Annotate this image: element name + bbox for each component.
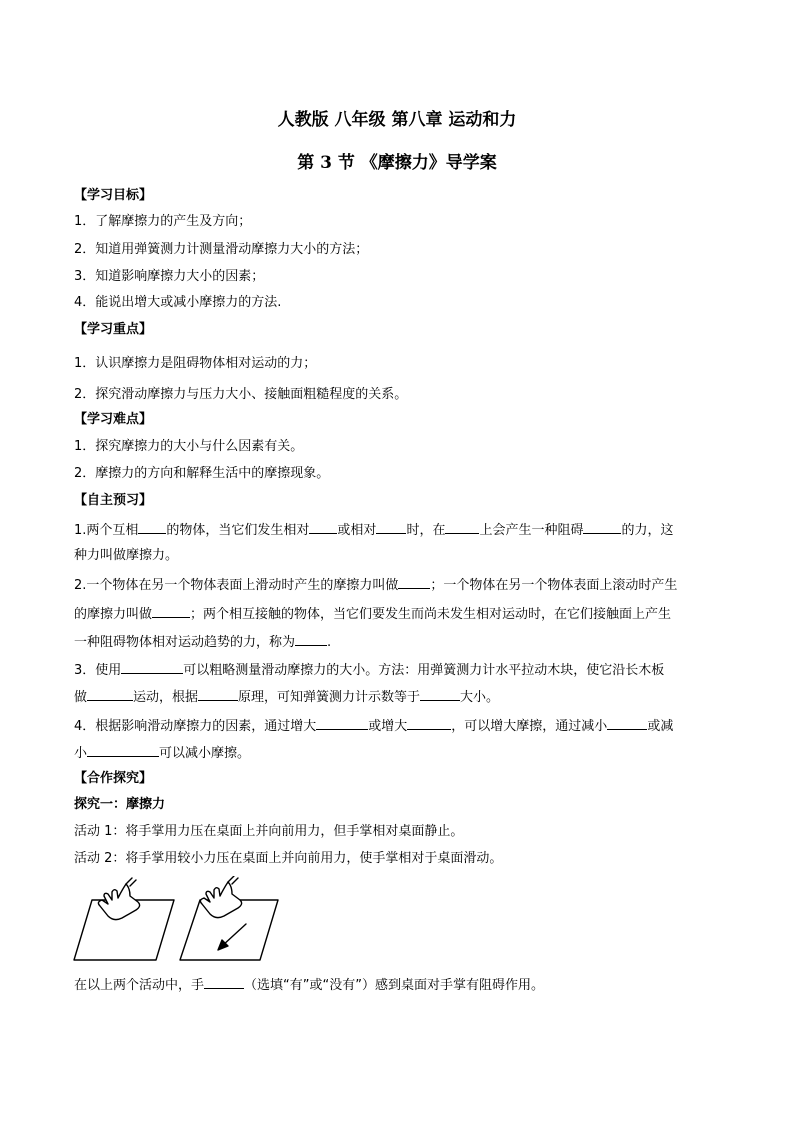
q4-text: 或减: [647, 719, 674, 734]
answer-blank[interactable]: [309, 521, 337, 534]
q2-text: 2.一个物体在另一个物体表面上滑动时产生的摩擦力叫做: [74, 578, 399, 593]
difficulty-item: 1．探究摩擦力的大小与什么因素有关。: [74, 439, 304, 454]
answer-blank[interactable]: [316, 717, 368, 730]
difficulties-heading: 【学习难点】: [74, 412, 153, 427]
q4-text: 4．根据影响滑动摩擦力的因素，通过增大: [74, 719, 317, 734]
hand-static-figure: [74, 878, 174, 960]
q1-text: 或相对: [337, 523, 377, 538]
key-point-item: 2．探究滑动摩擦力与压力大小、接触面粗糙程度的关系。: [74, 387, 408, 402]
difficulty-item: 2．摩擦力的方向和解释生活中的摩擦现象。: [74, 466, 330, 481]
q4-text: 小: [74, 746, 88, 761]
question-text: 在以上两个活动中，手: [74, 978, 205, 993]
preview-heading: 【自主预习】: [74, 493, 153, 508]
preview-question-2: [74, 576, 724, 594]
answer-blank[interactable]: [407, 717, 451, 730]
preview-question-3: [74, 661, 724, 679]
q3-text: 做: [74, 690, 88, 705]
hand-friction-illustration: [70, 876, 280, 964]
q4-text: 或增大: [368, 719, 408, 734]
q4-text: ，可以增大摩擦，通过减小: [451, 719, 608, 734]
answer-blank[interactable]: [607, 717, 647, 730]
preview-question-1-cont: 种力叫做摩擦力。: [74, 548, 179, 563]
objective-item: 4．能说出增大或减小摩擦力的方法.: [74, 295, 282, 310]
q2-text: ；一个物体在另一个物体表面上滚动时产生: [430, 578, 678, 593]
question-text: （选填“有”或“没有”）感到桌面对手掌有阻碍作用。: [244, 978, 544, 993]
answer-blank[interactable]: [87, 744, 159, 757]
cooperation-heading: 【合作探究】: [74, 771, 153, 786]
answer-blank[interactable]: [445, 521, 479, 534]
key-point-item: 1．认识摩擦力是阻碍物体相对运动的力；: [74, 356, 317, 371]
preview-question-4-cont: [74, 744, 724, 762]
preview-question-1: [74, 521, 724, 539]
q2-text: 一种阻碍物体相对运动趋势的力，称为: [74, 635, 296, 650]
preview-question-2-cont: [74, 633, 724, 651]
objective-item: 1．了解摩擦力的产生及方向；: [74, 214, 252, 229]
q2-text: 的摩擦力叫做: [74, 607, 153, 622]
section-title: 第 3 节 《摩擦力》导学案: [297, 153, 497, 173]
activity-2: 活动 2：将手掌用较小力压在桌面上并向前用力，使手掌相对于桌面滑动。: [74, 851, 503, 866]
answer-blank[interactable]: [398, 576, 430, 589]
objectives-heading: 【学习目标】: [74, 188, 153, 203]
answer-blank[interactable]: [376, 521, 406, 534]
q2-text: .: [327, 635, 332, 650]
inquiry-title: 探究一：摩擦力: [74, 797, 166, 812]
q3-text: 大小。: [460, 690, 500, 705]
q1-text: 时，在: [406, 523, 446, 538]
q3-text: 运动，根据: [133, 690, 199, 705]
hand-sliding-figure: [180, 876, 278, 960]
q3-text: 原理，可知弹簧测力计示数等于: [238, 690, 421, 705]
preview-question-4: [74, 717, 724, 735]
q1-text: 1.两个互相: [74, 523, 139, 538]
activity-question: [74, 976, 724, 994]
answer-blank[interactable]: [198, 688, 238, 701]
answer-blank[interactable]: [121, 661, 183, 674]
q1-text: 的力，这: [621, 523, 674, 538]
answer-blank[interactable]: [138, 521, 166, 534]
q4-text: 可以减小摩擦。: [159, 746, 251, 761]
answer-blank[interactable]: [204, 976, 244, 989]
activity-1: 活动 1：将手掌用力压在桌面上并向前用力，但手掌相对桌面静止。: [74, 824, 464, 839]
q1-text: 上会产生一种阻碍: [479, 523, 584, 538]
q1-text: 的物体，当它们发生相对: [166, 523, 310, 538]
answer-blank[interactable]: [152, 605, 190, 618]
preview-question-3-cont: [74, 688, 724, 706]
objective-item: 2．知道用弹簧测力计测量滑动摩擦力大小的方法；: [74, 242, 369, 257]
preview-question-2-cont: [74, 605, 724, 623]
answer-blank[interactable]: [295, 633, 327, 646]
document-title: 人教版 八年级 第八章 运动和力: [277, 110, 517, 130]
answer-blank[interactable]: [87, 688, 133, 701]
answer-blank[interactable]: [583, 521, 621, 534]
q3-text: 3．使用: [74, 663, 122, 678]
objective-item: 3．知道影响摩擦力大小的因素；: [74, 269, 265, 284]
answer-blank[interactable]: [420, 688, 460, 701]
q2-text: ；两个相互接触的物体，当它们要发生而尚未发生相对运动时，在它们接触面上产生: [190, 607, 672, 622]
key-points-heading: 【学习重点】: [74, 322, 153, 337]
q3-text: 可以粗略测量滑动摩擦力的大小。方法：用弹簧测力计水平拉动木块，使它沿长木板: [183, 663, 665, 678]
